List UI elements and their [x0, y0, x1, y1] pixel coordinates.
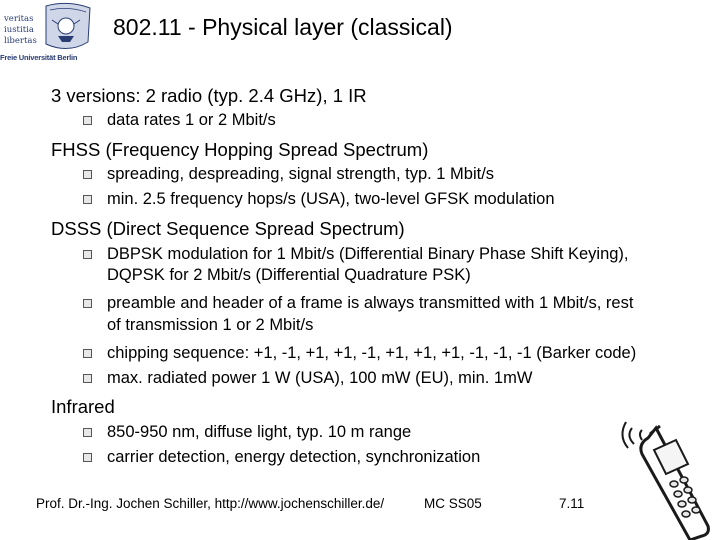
bullet-text: 850-950 nm, diffuse light, typ. 10 m range	[107, 423, 412, 441]
logo-motto-line: libertas	[4, 36, 37, 46]
university-name: Freie Universität Berlin	[0, 53, 78, 62]
bullet-text: carrier detection, energy detection, synchronization	[107, 448, 481, 466]
bullet-text-continuation: DQPSK for 2 Mbit/s (Differential Quadrature PSK)	[107, 266, 471, 284]
bullet-text: preamble and header of a frame is always transmitted with 1 Mbit/s, rest	[107, 294, 634, 312]
square-bullet-icon	[83, 428, 92, 437]
mobile-phone-clipart-icon	[620, 414, 720, 540]
bullet-text: max. radiated power 1 W (USA), 100 mW (EU), min. 1mW	[107, 369, 533, 387]
bullet-text: spreading, despreading, signal strength, typ. 1 Mbit/s	[107, 165, 495, 183]
square-bullet-icon	[83, 299, 92, 308]
square-bullet-icon	[83, 453, 92, 462]
slide-title: 802.11 - Physical layer (classical)	[113, 14, 453, 40]
logo-motto-line: iustitia	[4, 25, 34, 35]
square-bullet-icon	[83, 349, 92, 358]
square-bullet-icon	[83, 170, 92, 179]
university-logo	[0, 0, 96, 66]
bullet-text: DBPSK modulation for 1 Mbit/s (Differential Binary Phase Shift Keying),	[107, 245, 629, 263]
footer-course: MC SS05	[424, 496, 482, 511]
square-bullet-icon	[83, 116, 92, 125]
infrared-heading: Infrared	[51, 396, 115, 417]
footer-page-number: 7.11	[559, 496, 585, 511]
fhss-heading: FHSS (Frequency Hopping Spread Spectrum)	[51, 139, 429, 160]
footer-author: Prof. Dr.-Ing. Jochen Schiller, http://www.jochenschiller.de/	[36, 496, 385, 511]
square-bullet-icon	[83, 374, 92, 383]
dsss-heading: DSSS (Direct Sequence Spread Spectrum)	[51, 218, 405, 239]
square-bullet-icon	[83, 250, 92, 259]
logo-motto-line: veritas	[4, 14, 34, 24]
bullet-text: chipping sequence: +1, -1, +1, +1, -1, +1, +1, +1, -1, -1, -1 (Barker code)	[107, 344, 637, 362]
bullet-text-continuation: of transmission 1 or 2 Mbit/s	[107, 316, 314, 334]
square-bullet-icon	[83, 195, 92, 204]
bullet-text: data rates 1 or 2 Mbit/s	[107, 111, 276, 129]
versions-heading: 3 versions: 2 radio (typ. 2.4 GHz), 1 IR	[51, 85, 367, 106]
bullet-text: min. 2.5 frequency hops/s (USA), two-level GFSK modulation	[107, 190, 555, 208]
